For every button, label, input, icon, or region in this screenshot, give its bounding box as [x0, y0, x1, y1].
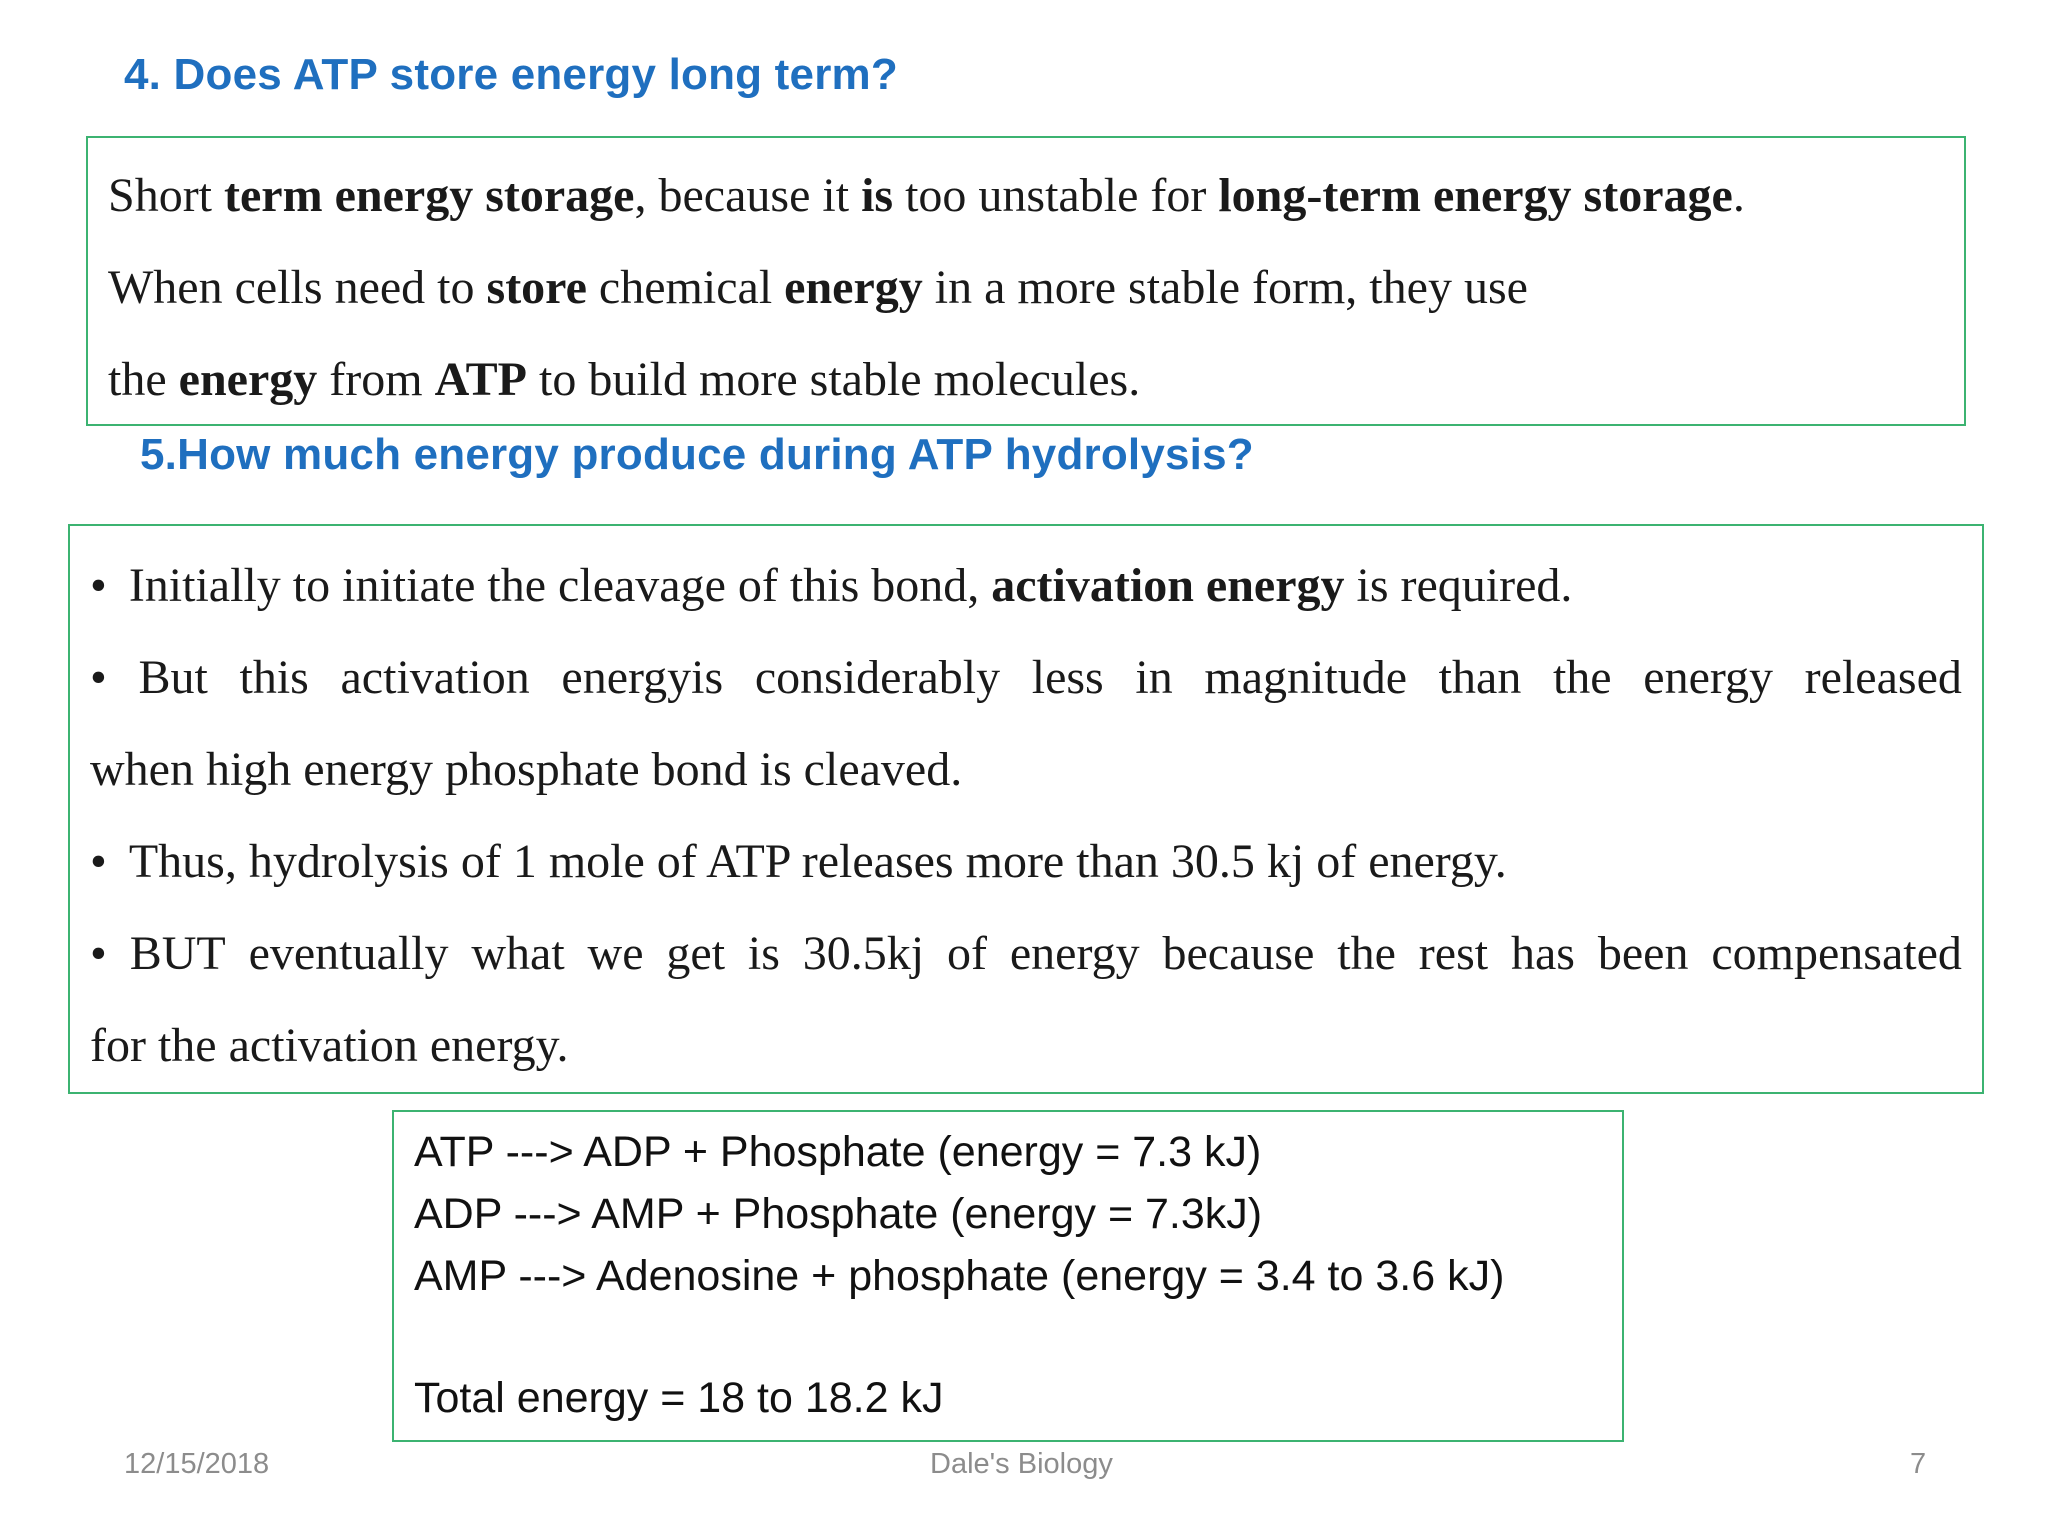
answer-4-line-3: the energy from ATP to build more stable molecules. [108, 353, 1141, 406]
bullet-4-continuation: for the activation energy. [90, 1019, 569, 1072]
reaction-atp-to-adp: ATP ---> ADP + Phosphate (energy = 7.3 kJ) [414, 1128, 1262, 1176]
answer-5-box [68, 524, 1984, 1094]
answer-4-line-1: Short term energy storage, because it is too unstable for long-term energy storage. [108, 169, 1745, 222]
answer-4-line-2: When cells need to store chemical energy in a more stable form, they use [108, 261, 1528, 314]
bullet-2-continuation: when high energy phosphate bond is cleaved. [90, 743, 963, 796]
bullet-marker: • [90, 927, 107, 980]
question-5-heading: 5.How much energy produce during ATP hydrolysis? [140, 430, 1254, 479]
bullet-marker: • [90, 651, 107, 704]
reaction-adp-to-amp: ADP ---> AMP + Phosphate (energy = 7.3kJ) [414, 1190, 1263, 1238]
bullet-1: • Initially to initiate the cleavage of this bond, activation energy is required. [90, 559, 1573, 612]
footer-title: Dale's Biology [930, 1448, 1113, 1480]
footer-date: 12/15/2018 [124, 1448, 270, 1480]
question-4-heading: 4. Does ATP store energy long term? [124, 50, 898, 99]
reaction-amp-to-adenosine: AMP ---> Adenosine + phosphate (energy = 3.4 to 3.6 kJ) [414, 1252, 1505, 1300]
bullet-marker: • [90, 835, 107, 888]
bullet-3: • Thus, hydrolysis of 1 mole of ATP releases more than 30.5 kj of energy. [90, 835, 1507, 888]
bullet-marker: • [90, 559, 107, 612]
footer-page-number: 7 [1910, 1448, 1927, 1480]
answer-4-box [86, 136, 1966, 426]
bullet-4: • BUT eventually what we get is 30.5kj of energy because the rest has been compensated [90, 927, 1962, 980]
total-energy: Total energy = 18 to 18.2 kJ [414, 1374, 944, 1422]
reactions-box [392, 1110, 1624, 1442]
bullet-2: • But this activation energyis considerably less in magnitude than the energy released [90, 651, 1962, 704]
